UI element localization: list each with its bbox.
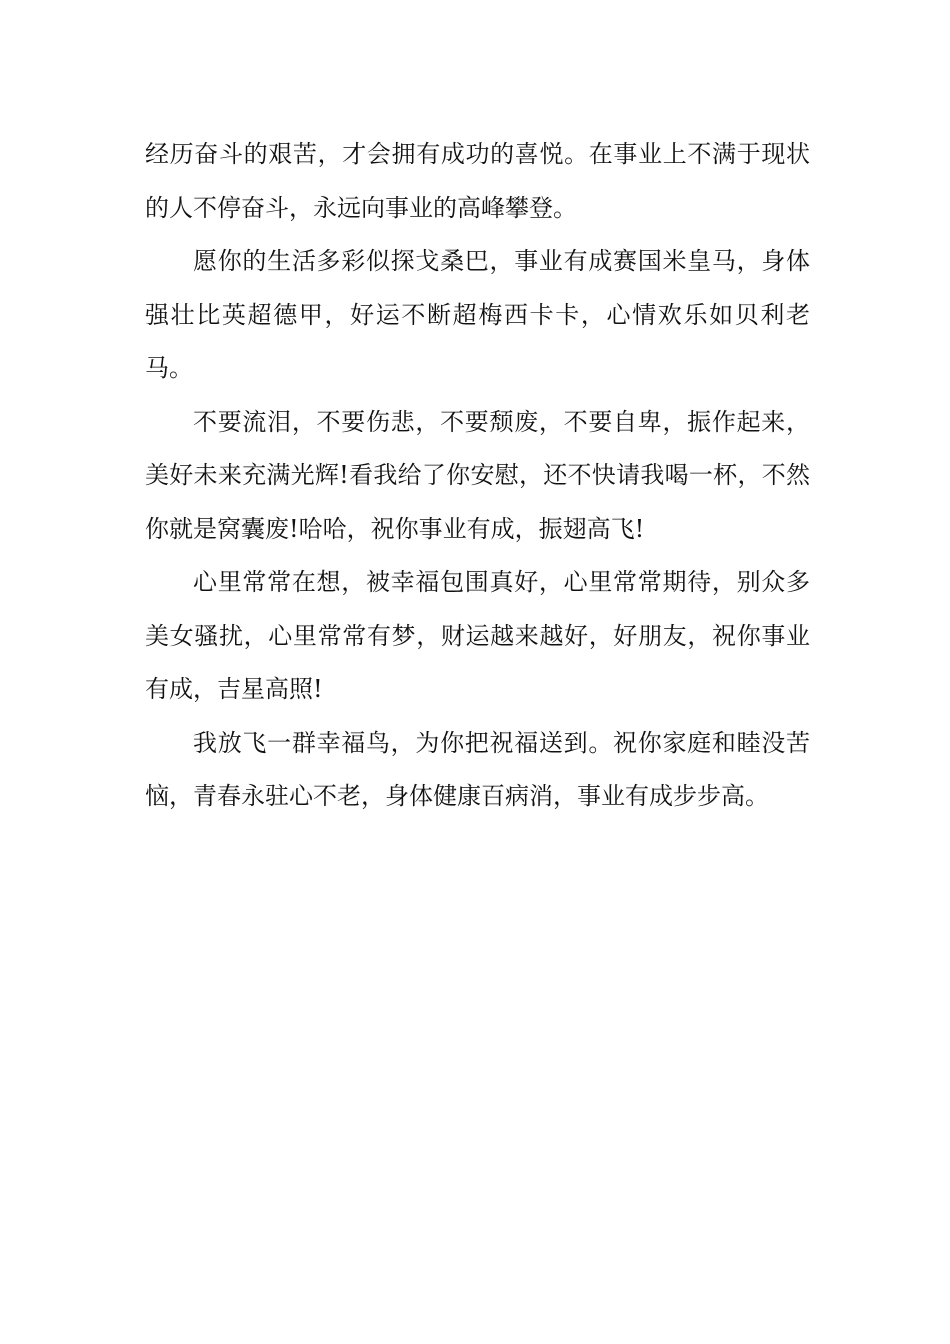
document-body: [145, 128, 810, 824]
paragraph-3: 不要流泪，不要伤悲，不要颓废，不要自卑，振作起来，美好未来充满光辉!看我给了你安慰，还不快请我喝一杯，不然你就是窝囊废!哈哈，祝你事业有成，振翅高飞!: [145, 407, 810, 543]
paragraph-2: 愿你的生活多彩似探戈桑巴，事业有成赛国米皇马，身体强壮比英超德甲，好运不断超梅西卡卡，心情欢乐如贝利老马。: [145, 247, 810, 382]
paragraph-1: 经历奋斗的艰苦，才会拥有成功的喜悦。在事业上不满于现状的人不停奋斗，永远向事业的高峰攀登。: [145, 140, 810, 222]
paragraph-4: 心里常常在想，被幸福包围真好，心里常常期待，别众多美女骚扰，心里常常有梦，财运越来越好，好朋友，祝你事业有成，吉星高照!: [145, 568, 810, 703]
paragraph-5: 我放飞一群幸福鸟，为你把祝福送到。祝你家庭和睦没苦恼，青春永驻心不老，身体健康百病消，事业有成步步高。: [145, 728, 810, 810]
